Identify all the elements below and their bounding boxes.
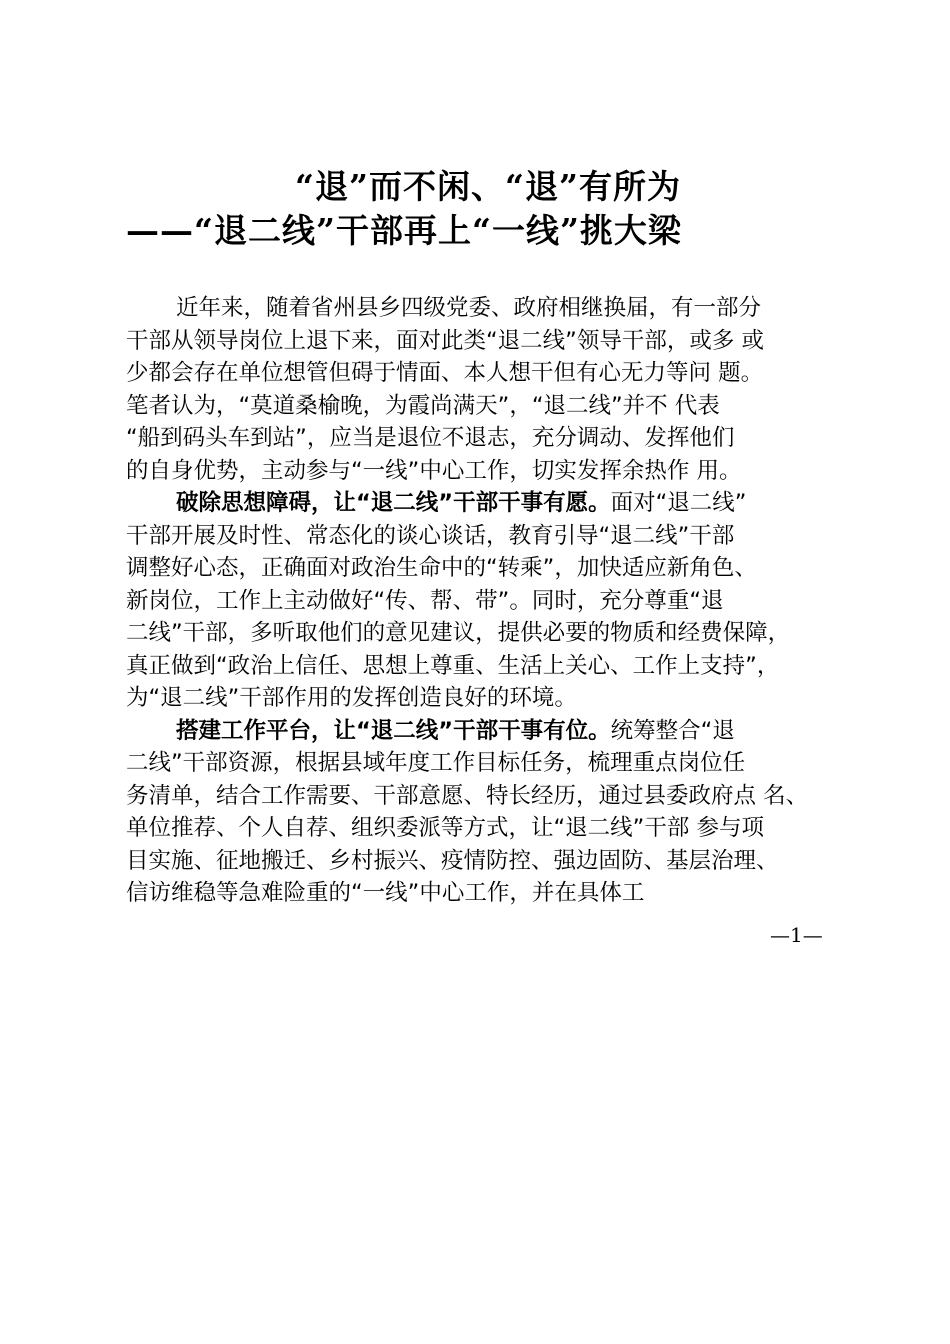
paragraph-line: 为“退二线”干部作用的发挥创造良好的环境。 <box>126 685 577 711</box>
paragraph-line-rest: 统筹整合“退 <box>610 717 735 744</box>
paragraph-line: 务清单，结合工作需要、干部意愿、特长经历，通过县委政府点 名、 <box>126 782 809 809</box>
paragraph-first-line <box>126 715 838 748</box>
paragraph-line-rest: 面对“退二线” <box>610 490 747 516</box>
paragraph-line: 真正做到“政治上信任、思想上尊重、生活上关心、工作上支持”， <box>126 652 780 679</box>
paragraph-line: 二线”干部资源，根据县域年度工作目标任务，梳理重点岗位任 <box>126 750 746 776</box>
paragraph-intro <box>126 292 838 487</box>
paragraph-line: 调整好心态，正确面对政治生命中的“转乘”，加快适应新角色、 <box>126 555 757 581</box>
paragraph-first-line <box>126 487 838 520</box>
page-number: —1— <box>770 923 823 947</box>
paragraph-line: 的自身优势，主动参与“一线”中心工作，切实发挥余热作 用。 <box>126 457 742 484</box>
paragraph-line: “船到码头车到站”，应当是退位不退志，充分调动、发挥他们 <box>126 425 735 451</box>
paragraph-line: 信访维稳等急难险重的“一线”中心工作，并在具体工 <box>126 880 645 906</box>
paragraph-section-1 <box>126 487 838 715</box>
title-line-1: “退”而不闲、“退”有所为 <box>295 167 681 206</box>
paragraph-line: 笔者认为，“莫道桑榆晚，为霞尚满天”，“退二线”并不 代表 <box>126 392 720 419</box>
section-heading: 搭建工作平台，让“退二线”干部干事有位。 <box>176 717 611 744</box>
section-heading: 破除思想障碍，让“退二线”干部干事有愿。 <box>176 490 611 516</box>
title-line-2: ——“退二线”干部再上“一线”挑大梁 <box>126 211 682 250</box>
paragraph-line: 干部从领导岗位上退下来，面对此类“退二线”领导干部，或多 或 <box>126 327 764 354</box>
paragraph-line: 少都会存在单位想管但碍于情面、本人想干但有心无力等问 题。 <box>126 360 764 386</box>
paragraph-line: 近年来，随着省州县乡四级党委、政府相继换届，有一部分 <box>176 295 762 321</box>
paragraph-line: 目实施、征地搬迁、乡村振兴、疫情防控、强边固防、基层治理、 <box>126 847 779 874</box>
document-title <box>0 165 950 250</box>
document-body <box>126 292 838 910</box>
paragraph-line: 单位推荐、个人自荐、组织委派等方式，让“退二线”干部 参与项 <box>126 815 764 841</box>
paragraph-line: 干部开展及时性、常态化的谈心谈话，教育引导“退二线”干部 <box>126 522 735 549</box>
paragraph-section-2 <box>126 715 838 910</box>
paragraph-line: 新岗位，工作上主动做好“传、帮、带”。同时，充分尊重“退 <box>126 587 724 614</box>
paragraph-line: 二线”干部，多听取他们的意见建议，提供必要的物质和经费保障， <box>126 620 791 646</box>
